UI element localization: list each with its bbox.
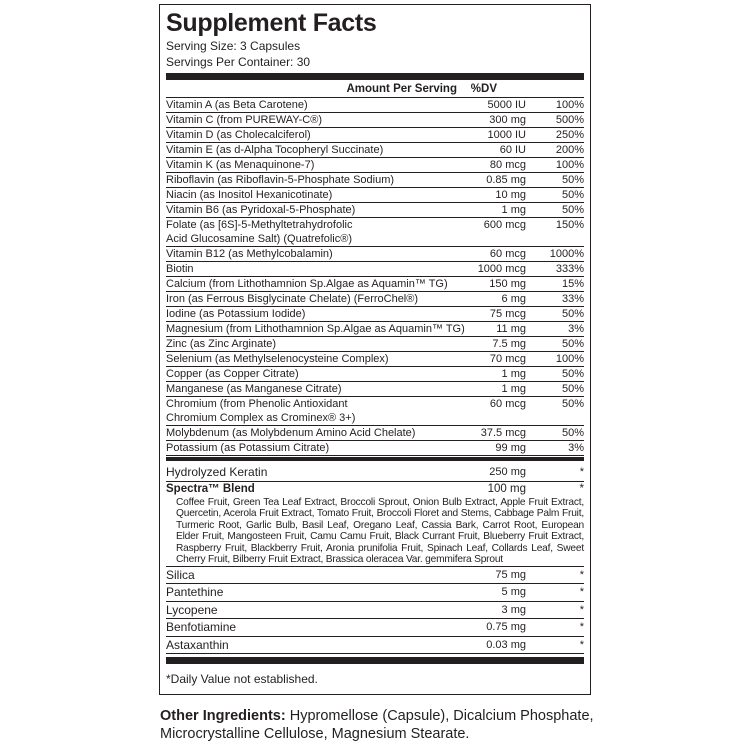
ingredient-dv: 50% — [561, 427, 584, 439]
ingredient-dv: 50% — [561, 204, 584, 216]
ingredient-dv: 50% — [561, 174, 584, 186]
ingredient-dv: 1000% — [549, 248, 584, 260]
ingredient-name: Pantethine — [166, 585, 224, 599]
ingredient-row — [166, 262, 584, 277]
ingredient-name: Biotin — [166, 263, 194, 275]
ingredient-row — [166, 98, 584, 113]
other-ingredients — [160, 707, 600, 743]
ingredient-name: Riboflavin (as Riboflavin-5-Phosphate Sodium) — [166, 174, 395, 186]
keratin-row — [166, 464, 584, 482]
ingredient-row — [166, 584, 584, 602]
divider-bottom — [166, 657, 584, 664]
ingredient-row — [166, 113, 584, 128]
ingredient-name: Lycopene — [166, 602, 218, 617]
ingredient-row — [166, 397, 584, 426]
blend-dv: * — [579, 482, 584, 495]
ingredient-amount: 5000 IU — [487, 99, 526, 111]
ingredient-name: Vitamin B6 (as Pyridoxal-5-Phosphate) — [166, 204, 356, 216]
panel-title: Supplement Facts — [166, 9, 377, 37]
ingredient-amount: 1000 mcg — [477, 263, 526, 275]
dv-header: %DV — [470, 83, 497, 95]
ingredient-row — [166, 426, 584, 441]
ingredient-row — [166, 188, 584, 203]
ingredient-name: Iodine (as Potassium Iodide) — [166, 308, 306, 320]
ingredient-name: Copper (as Copper Citrate) — [166, 368, 299, 380]
ingredient-name: Molybdenum (as Molybdenum Amino Acid Chelate) — [166, 427, 416, 439]
ingredient-dv: 50% — [561, 338, 584, 350]
ingredient-row — [166, 367, 584, 382]
ingredient-row — [166, 307, 584, 322]
ingredient-dv: 333% — [555, 263, 584, 275]
ingredient-amount: 6 mg — [501, 293, 526, 305]
serving-size: Serving Size: 3 Capsules — [166, 39, 301, 53]
ingredient-amount: 60 IU — [499, 144, 526, 156]
ingredient-amount: 60 mcg — [489, 398, 526, 410]
ingredient-dv: 50% — [561, 383, 584, 395]
ingredient-amount: 3 mg — [501, 603, 526, 616]
ingredient-amount: 1 mg — [501, 204, 526, 216]
other-ingredient-list — [166, 567, 584, 655]
ingredient-dv: * — [579, 638, 584, 651]
ingredient-row — [166, 203, 584, 218]
ingredient-name: Vitamin B12 (as Methylcobalamin) — [166, 248, 333, 260]
ingredient-row — [166, 277, 584, 292]
ingredient-amount: 11 mg — [496, 323, 526, 335]
ingredient-name: Folate (as [6S]-5-Methyltetrahydrofolic Acid Glucosamine Salt) (Quatrefolic®) — [166, 219, 353, 245]
ingredient-row — [166, 247, 584, 262]
divider-mid — [166, 457, 584, 461]
ingredient-row — [166, 292, 584, 307]
ingredient-amount: 0.85 mg — [486, 174, 526, 186]
ingredient-row — [166, 637, 584, 655]
ingredient-name: Silica — [166, 567, 195, 582]
ingredient-amount: 70 mcg — [489, 353, 526, 365]
ingredient-amount: 600 mcg — [483, 219, 526, 231]
ingredient-amount: 1 mg — [501, 383, 526, 395]
ingredient-name: Hydrolyzed Keratin — [166, 465, 268, 479]
ingredient-dv: * — [579, 568, 584, 581]
ingredient-name: Vitamin K (as Menaquinone-7) — [166, 159, 315, 171]
other-ingredients-text: Hypromellose (Capsule), Dicalcium Phosphate, Microcrystalline Cellulose, Magnesium Stearate. — [160, 708, 594, 742]
ingredient-dv: 100% — [555, 159, 584, 171]
ingredient-dv: * — [579, 586, 584, 598]
ingredient-name: Selenium (as Methylselenocysteine Complex) — [166, 353, 389, 365]
column-header — [166, 82, 584, 98]
ingredient-row — [166, 143, 584, 158]
ingredient-dv: 33% — [561, 293, 584, 305]
ingredient-dv: 15% — [561, 278, 584, 290]
ingredient-dv: 150% — [555, 219, 584, 231]
ingredient-name: Vitamin E (as d-Alpha Tocopheryl Succinate) — [166, 144, 384, 156]
ingredient-name: Vitamin A (as Beta Carotene) — [166, 99, 308, 111]
ingredient-dv: 50% — [561, 398, 584, 410]
ingredient-amount: 60 mcg — [489, 248, 526, 260]
ingredient-name: Benfotiamine — [166, 620, 237, 634]
ingredient-dv: 3% — [568, 442, 584, 454]
ingredient-row — [166, 337, 584, 352]
divider-thick — [166, 73, 584, 80]
ingredient-amount: 5 mg — [501, 586, 526, 598]
ingredient-amount: 37.5 mcg — [480, 427, 526, 439]
blend-name: Spectra™ Blend — [166, 482, 255, 495]
ingredient-dv: * — [579, 621, 584, 633]
ingredient-name: Potassium (as Potassium Citrate) — [166, 442, 330, 454]
blend-ingredients: Coffee Fruit, Green Tea Leaf Extract, Broccoli Sprout, Onion Bulb Extract, Apple Fruit Extract, Quercetin, Acerola Fruit Extract, Tomato Fruit, Broccoli Floret and Stems, Cabbage Palm Fruit, Turmeric Root, Garlic Bulb, Basil Leaf, Oregano Leaf, Cassia Bark, Carrot Root, European Elder Fruit, Mangosteen Fruit, Camu Camu Fruit, Black Currant Fruit, Blueberry Fruit Extract, Raspberry Fruit, Blackberry Fruit, Aronia prunifolia Fruit, Spinach Leaf, Collards Leaf, Sweet Cherry Fruit, Bilberry Fruit Extract, Brassica oleracea Var. gemmifera Sprout — [176, 496, 584, 565]
ingredient-dv: 250% — [555, 129, 584, 141]
supplement-facts-panel — [159, 4, 591, 695]
ingredient-dv: 200% — [555, 144, 584, 156]
blend-header — [166, 482, 584, 497]
ingredient-dv: * — [579, 466, 584, 478]
ingredient-amount: 99 mg — [495, 442, 526, 454]
ingredient-name: Iron (as Ferrous Bisglycinate Chelate) (FerroChel®) — [166, 293, 419, 305]
ingredient-dv: 50% — [561, 368, 584, 380]
ingredient-amount: 75 mg — [495, 568, 526, 581]
ingredient-name: Chromium (from Phenolic Antioxidant Chromium Complex as Crominex® 3+) — [166, 398, 356, 424]
ingredient-name: Astaxanthin — [166, 637, 229, 652]
ingredient-amount: 250 mg — [489, 466, 526, 478]
servings-per-container: Servings Per Container: 30 — [166, 55, 311, 69]
ingredient-name: Vitamin D (as Cholecalciferol) — [166, 129, 311, 141]
amount-per-serving-header: Amount Per Serving — [346, 83, 457, 95]
ingredient-name: Manganese (as Manganese Citrate) — [166, 383, 342, 395]
ingredient-row — [166, 158, 584, 173]
ingredient-row — [166, 567, 584, 585]
ingredient-row — [166, 602, 584, 620]
ingredient-amount: 0.75 mg — [486, 621, 526, 633]
ingredient-dv: 500% — [555, 114, 584, 126]
ingredient-amount: 150 mg — [489, 278, 526, 290]
ingredient-row — [166, 173, 584, 188]
ingredient-row — [166, 619, 584, 637]
ingredient-amount: 80 mcg — [489, 159, 526, 171]
ingredient-amount: 300 mg — [489, 114, 526, 126]
ingredient-row — [166, 352, 584, 367]
ingredient-dv: * — [579, 603, 584, 616]
ingredient-name: Niacin (as Inositol Hexanicotinate) — [166, 189, 333, 201]
ingredient-name: Vitamin C (from PUREWAY-C®) — [166, 114, 323, 126]
ingredient-amount: 75 mcg — [489, 308, 526, 320]
ingredient-name: Magnesium (from Lithothamnion Sp.Algae as Aquamin™ TG) — [166, 323, 465, 335]
ingredient-dv: 50% — [561, 189, 584, 201]
footnote: *Daily Value not established. — [166, 672, 318, 686]
other-ingredients-label: Other Ingredients: — [160, 708, 286, 724]
ingredient-row — [166, 441, 584, 456]
ingredient-amount: 1000 IU — [487, 129, 526, 141]
ingredient-row — [166, 382, 584, 397]
ingredient-dv: 100% — [555, 353, 584, 365]
ingredient-dv: 50% — [561, 308, 584, 320]
ingredient-dv: 3% — [568, 323, 584, 335]
ingredient-row — [166, 322, 584, 337]
ingredient-dv: 100% — [555, 99, 584, 111]
ingredient-amount: 1 mg — [501, 368, 526, 380]
blend-row — [166, 482, 584, 567]
nutrient-list — [166, 98, 584, 456]
ingredient-name: Calcium (from Lithothamnion Sp.Algae as Aquamin™ TG) — [166, 278, 448, 290]
ingredient-amount: 7.5 mg — [492, 338, 526, 350]
ingredient-name: Zinc (as Zinc Arginate) — [166, 338, 277, 350]
blend-amount: 100 mg — [487, 482, 526, 495]
ingredient-row — [166, 218, 584, 247]
ingredient-row — [166, 128, 584, 143]
ingredient-amount: 10 mg — [495, 189, 526, 201]
ingredient-amount: 0.03 mg — [486, 638, 526, 651]
